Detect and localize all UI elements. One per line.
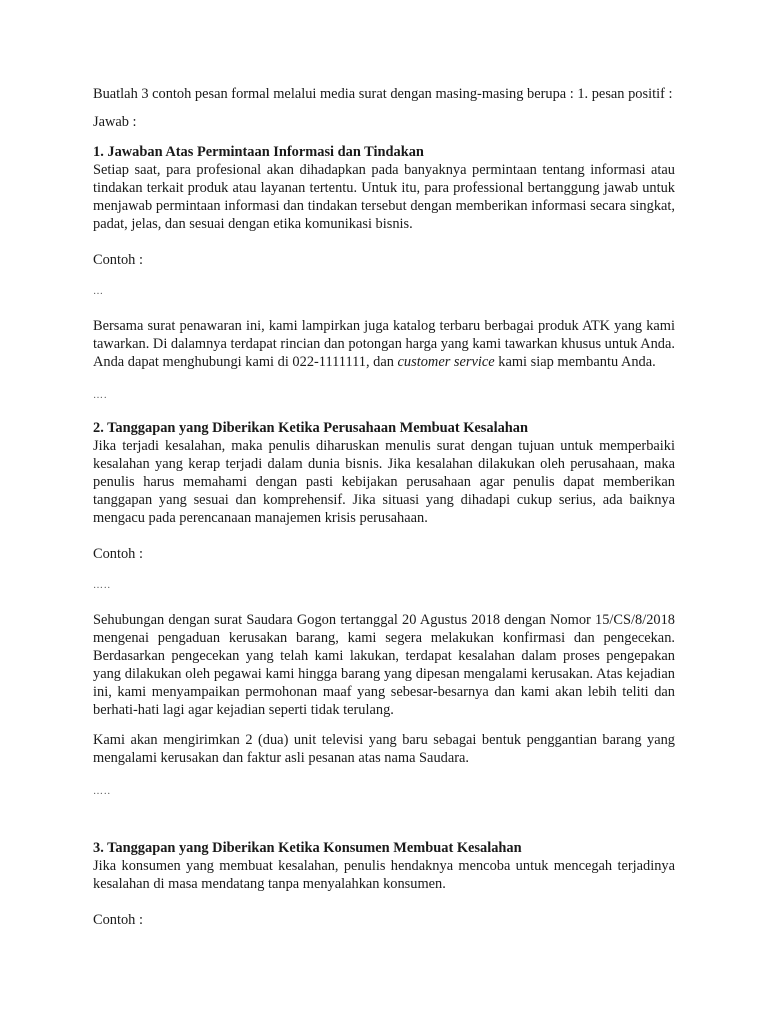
- answer-label: Jawab :: [93, 114, 137, 130]
- section-1-example-part1: Bersama surat penawaran ini, kami lampirkan juga katalog terbaru berbagai produk ATK yang kami tawarkan. Di dalamnya terdapat rincian dan potongan harga yang kami tawarkan khusus untuk Anda. Anda dapat menghubungi kami di 022-1111111, dan: [93, 318, 675, 370]
- section-3-heading: 3. Tanggapan yang Diberikan Ketika Konsumen Membuat Kesalahan: [93, 840, 522, 856]
- section-3-body: Jika konsumen yang membuat kesalahan, penulis hendaknya mencoba untuk mencegah terjadinya kesalahan di masa mendatang tanpa menyalahkan konsumen.: [93, 858, 675, 892]
- section-1-body: Setiap saat, para profesional akan dihadapkan pada banyaknya permintaan tentang informasi atau tindakan terkait produk atau layanan tertentu. Untuk itu, para professional bertanggung jawab untuk menjawab permintaan informasi dan tindakan tersebut dengan memberikan informasi secara singkat, padat, jelas, dan sesuai dengan etika komunikasi bisnis.: [93, 162, 675, 232]
- section-2-dots-before: …..: [93, 580, 111, 591]
- section-1-heading: 1. Jawaban Atas Permintaan Informasi dan Tindakan: [93, 144, 424, 160]
- section-1-dots-after: ….: [93, 390, 108, 401]
- section-3-example-label: Contoh :: [93, 912, 143, 928]
- section-2-heading: 2. Tanggapan yang Diberikan Ketika Perusahaan Membuat Kesalahan: [93, 420, 528, 436]
- section-2-example-label: Contoh :: [93, 546, 143, 562]
- section-1-dots-before: …: [93, 286, 104, 297]
- section-1-example-text: [93, 317, 675, 371]
- section-1-example-label: Contoh :: [93, 252, 143, 268]
- section-2-body: Jika terjadi kesalahan, maka penulis diharuskan menulis surat dengan tujuan untuk memperbaiki kesalahan yang kerap terjadi dalam dunia bisnis. Jika kesalahan dilakukan oleh perusahaan, maka penulis harus memahami dengan pasti kebijakan perusahaan agar penulis dapat memberikan tanggapan yang sesuai dan komprehensif. Jika situasi yang dihadapi cukup serius, ada baiknya mengacu pada perencanaan manajemen krisis perusahaan.: [93, 438, 675, 526]
- section-2-dots-after: …..: [93, 786, 111, 797]
- section-2-example-para1: Sehubungan dengan surat Saudara Gogon tertanggal 20 Agustus 2018 dengan Nomor 15/CS/8/2018 mengenai pengaduan kerusakan barang, kami segera melakukan konfirmasi dan pengecekan. Berdasarkan pengecekan yang telah kami lakukan, terdapat kesalahan dalam proses pengepakan yang dilakukan oleh pegawai kami hingga barang yang dipesan mengalami kerusakan. Atas kejadian ini, kami menyampaikan permohonan maaf yang sebesar-besarnya dan kami akan lebih teliti dan berhati-hati lagi agar kejadian seperti tidak terulang.: [93, 612, 675, 718]
- section-1-example-italic: customer service: [397, 354, 495, 370]
- section-2-example-para2: Kami akan mengirimkan 2 (dua) unit televisi yang baru sebagai bentuk penggantian barang yang mengalami kerusakan dan faktur asli pesanan atas nama Saudara.: [93, 732, 675, 766]
- section-1-example-part2: kami siap membantu Anda.: [494, 354, 656, 370]
- question-text: Buatlah 3 contoh pesan formal melalui media surat dengan masing-masing berupa : 1. pesan positif :: [93, 86, 673, 102]
